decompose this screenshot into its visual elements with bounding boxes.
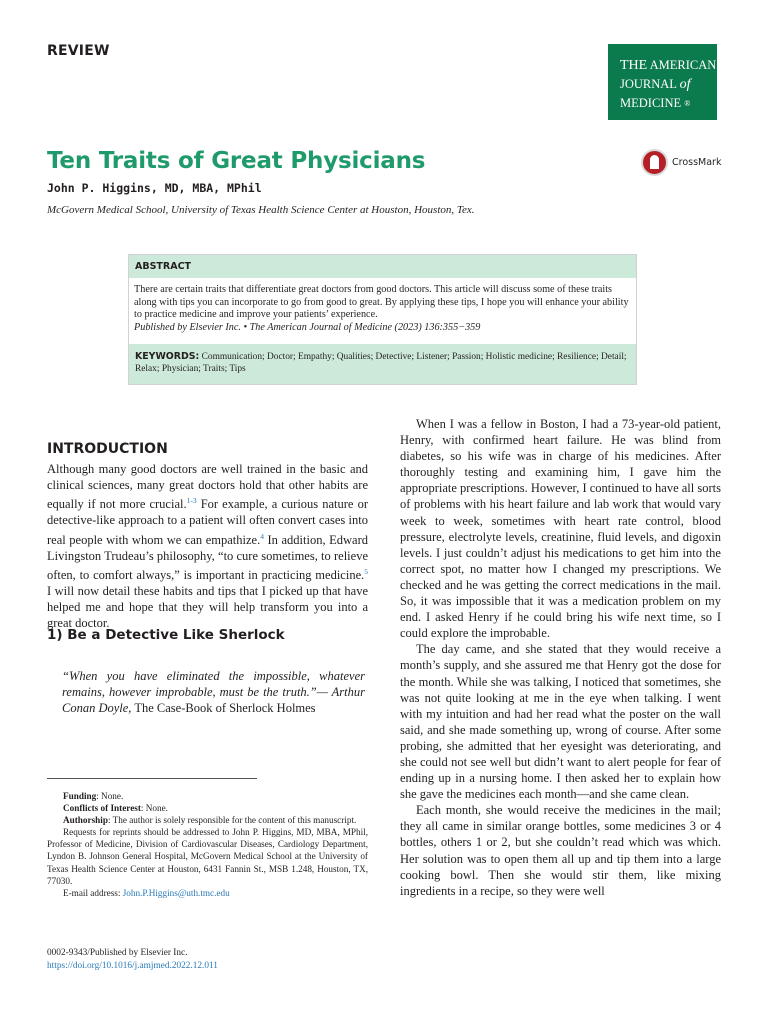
logo-word-medicine: MEDICINE	[620, 96, 682, 110]
author-line: John P. Higgins, MD, MBA, MPhil	[47, 181, 262, 195]
article-title: Ten Traits of Great Physicians	[47, 148, 426, 174]
abstract-body	[134, 284, 634, 334]
intro-heading: INTRODUCTION	[47, 441, 168, 457]
doi-link[interactable]: https://doi.org/10.1016/j.amjmed.2022.12.011	[47, 961, 218, 971]
authorship-label: Authorship	[63, 815, 108, 826]
keywords-list: Communication; Doctor; Empathy; Qualities; Detective; Listener; Passion; Holistic medicine; Resilience; Detail; Relax; Physician; Traits; Tips	[135, 352, 627, 374]
email-link[interactable]: John.P.Higgins@uth.tmc.edu	[122, 887, 230, 898]
logo-word-journal: JOURNAL	[620, 77, 677, 91]
intro-text-2: For example, a curious nature or detective-like approach to a patient will often convert cases into real people with whom we can empathize.	[47, 497, 368, 547]
intro-text-1: Although many good doctors are well trained in the basic and clinical sciences, many great doctors hold that other habits are equally if not more crucial.	[47, 462, 368, 512]
keywords-label: KEYWORDS:	[135, 351, 200, 362]
body-paragraph-1: When I was a fellow in Boston, I had a 73-year-old patient, Henry, with confirmed heart failure. He was blind from diabetes, so his wife was in charge of his medicines. After thoroughly testing and examining him, I gave him the appropriate prescriptions. However, I continued to have all sorts of problems with his heart failure and lab work that would vary week to week, sometimes with heart rate control, blood pressure, electrolyte levels, creatinine, fluid levels, and digoxin levels. I just couldn’t adjust his medications to get him into the correct spot, no matter how I changed my prescriptions. We checked and he was getting the correct medications in the mail. So, it was impossible that it was a medication problem on my end. I asked Henry if he could bring his wife next time, so I could explore the improbable.	[400, 417, 721, 641]
epigraph-quote	[62, 668, 365, 716]
funding-note	[47, 790, 368, 802]
citation-1-3[interactable]: 1-3	[186, 496, 197, 506]
conflicts-value: : None.	[140, 803, 168, 814]
abstract-heading: ABSTRACT	[129, 255, 636, 278]
email-label: E-mail address:	[63, 887, 123, 898]
published-line: Published by Elsevier Inc. • The American Journal of Medicine (2023) 136:355−359	[134, 321, 481, 333]
right-column	[400, 416, 721, 899]
citation-4[interactable]: 4	[260, 531, 264, 541]
section-label: REVIEW	[47, 43, 110, 59]
body-paragraph-3: Each month, she would receive the medicines in the mail; they all came in similar orange bottles, some medicines 3 or 4 bottles, others 1 or 2, but she couldn’t read which was which. Her solution was to open them all up and tip them into a large cooking bowl. Then she would stir them, like mixing ingredients in a recipe, so they were well	[400, 803, 721, 898]
email-note	[47, 887, 368, 899]
crossmark-icon	[641, 149, 668, 176]
affiliation: McGovern Medical School, University of Texas Health Science Center at Houston, Houston, Tex.	[47, 204, 475, 216]
left-column	[47, 441, 368, 631]
keywords-box	[129, 344, 636, 384]
section-1-heading: 1) Be a Detective Like Sherlock	[47, 627, 285, 643]
journal-logo[interactable]	[608, 44, 717, 120]
funding-value: : None.	[96, 791, 124, 801]
issn-line: 0002-9343/Published by Elsevier Inc.	[47, 948, 188, 958]
citation-5[interactable]: 5	[364, 566, 368, 576]
footnote-divider	[47, 778, 257, 779]
quote-author: — Arthur Conan Doyle,	[62, 685, 365, 716]
crossmark-label: CrossMark	[672, 157, 722, 168]
conflicts-label: Conflicts of Interest	[63, 803, 141, 814]
intro-paragraph	[47, 461, 368, 631]
authorship-value: : The author is solely responsible for the content of this manuscript.	[107, 815, 357, 826]
abstract-text: There are certain traits that differentiate great doctors from good doctors. This article will discuss some of these traits along with tips you can incorporate to go from good to great. By applying these tips, I hope you will enhance your ability to practice medicine and improve your patients’ experience.	[134, 284, 629, 320]
registered-mark: ®	[684, 99, 691, 109]
abstract-box	[128, 254, 637, 385]
logo-word-american: AMERICAN	[649, 58, 717, 72]
crossmark-badge[interactable]	[641, 149, 731, 179]
intro-text-3: In addition, Edward Livingston Trudeau’s philosophy, “to cure sometimes, to relieve often, to comfort always,” is important in practicing medicine.	[47, 532, 368, 583]
footnotes	[47, 790, 368, 899]
quote-text: “When you have eliminated the impossible, whatever remains, however improbable, must be the truth.”	[62, 669, 365, 700]
conflicts-note	[47, 802, 368, 814]
funding-label: Funding	[63, 791, 97, 801]
quote-book: The Case-Book of Sherlock Holmes	[131, 701, 316, 716]
logo-word-of: of	[679, 77, 691, 92]
authorship-note	[47, 814, 368, 826]
reprints-note: Requests for reprints should be addressed to John P. Higgins, MD, MBA, MPhil, Professor of Medicine, Division of Cardiovascular Diseases, Cardiology Department, Lyndon B. Johnson General Hospital, McGovern Medical School at the University of Texas Health Science Center at Houston, 6431 Fannin St., MSB 1.248, Houston, TX, 77030.	[47, 827, 368, 886]
intro-text-4: I will now detail these habits and tips that I picked up that have helped me and hope that they will help transform you into a great doctor.	[47, 584, 368, 631]
body-paragraph-2: The day came, and she stated that they would receive a month’s supply, and she assured me that Henry got the dose for the month. While she was talking, I noticed that sometimes, she was not quite looking at me in the eye when talking. I went with my intuition and had her read what the poster on the wall said, and she made something up, wrong of course. After some probing, she admitted that her eyesight was deteriorating, and she could not see well but didn’t want to alert people for fear of ending up in a nursing home. I then asked her to explain how she gave the medicines each month—and she came clean.	[400, 642, 721, 802]
logo-word-the: THE	[620, 58, 648, 73]
